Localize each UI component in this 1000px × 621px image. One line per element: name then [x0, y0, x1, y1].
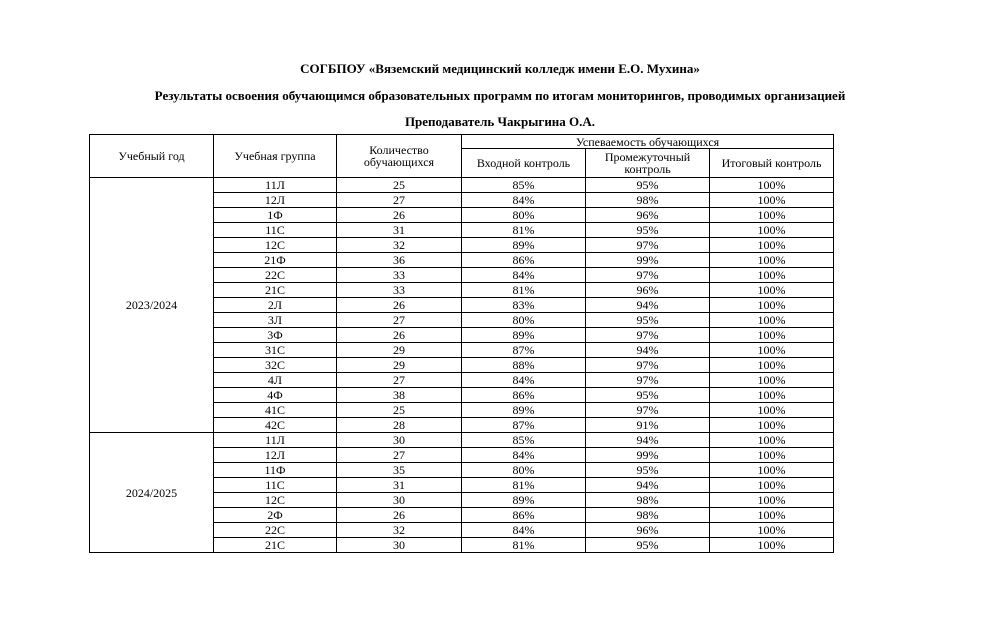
final-control-cell: 100%	[710, 508, 834, 523]
interim-control-cell: 98%	[586, 508, 710, 523]
final-control-cell: 100%	[710, 253, 834, 268]
count-cell: 29	[337, 358, 462, 373]
entry-control-cell: 87%	[462, 418, 586, 433]
count-cell: 35	[337, 463, 462, 478]
interim-control-cell: 97%	[586, 358, 710, 373]
entry-control-cell: 81%	[462, 538, 586, 553]
results-table	[89, 134, 834, 553]
count-cell: 32	[337, 523, 462, 538]
entry-control-cell: 87%	[462, 343, 586, 358]
header-year: Учебный год	[90, 135, 214, 178]
final-control-cell: 100%	[710, 328, 834, 343]
interim-control-cell: 97%	[586, 238, 710, 253]
final-control-cell: 100%	[710, 418, 834, 433]
entry-control-cell: 80%	[462, 463, 586, 478]
interim-control-cell: 97%	[586, 268, 710, 283]
final-control-cell: 100%	[710, 283, 834, 298]
group-cell: 11Л	[214, 433, 337, 448]
count-cell: 31	[337, 478, 462, 493]
interim-control-cell: 96%	[586, 283, 710, 298]
group-cell: 22С	[214, 523, 337, 538]
entry-control-cell: 81%	[462, 283, 586, 298]
interim-control-cell: 97%	[586, 328, 710, 343]
final-control-cell: 100%	[710, 433, 834, 448]
group-cell: 3Л	[214, 313, 337, 328]
interim-control-cell: 96%	[586, 523, 710, 538]
interim-control-cell: 94%	[586, 478, 710, 493]
count-cell: 26	[337, 298, 462, 313]
entry-control-cell: 81%	[462, 223, 586, 238]
entry-control-cell: 88%	[462, 358, 586, 373]
group-cell: 11Л	[214, 178, 337, 193]
final-control-cell: 100%	[710, 298, 834, 313]
final-control-cell: 100%	[710, 448, 834, 463]
teacher-name: Преподаватель Чакрыгина О.А.	[404, 114, 596, 129]
document-subtitle: Результаты освоения обучающимся образовательных программ по итогам мониторингов, проводимых организацией	[154, 88, 846, 103]
header-performance: Успеваемость обучающихся	[462, 135, 834, 149]
entry-control-cell: 85%	[462, 178, 586, 193]
count-cell: 25	[337, 403, 462, 418]
group-cell: 12Л	[214, 448, 337, 463]
interim-control-cell: 95%	[586, 313, 710, 328]
final-control-cell: 100%	[710, 403, 834, 418]
group-cell: 32С	[214, 358, 337, 373]
header-group: Учебная группа	[214, 135, 337, 178]
group-cell: 12С	[214, 238, 337, 253]
header-entry-control: Входной контроль	[462, 149, 586, 178]
final-control-cell: 100%	[710, 178, 834, 193]
interim-control-cell: 99%	[586, 448, 710, 463]
entry-control-cell: 84%	[462, 523, 586, 538]
group-cell: 11С	[214, 478, 337, 493]
group-cell: 4Л	[214, 373, 337, 388]
group-cell: 12С	[214, 493, 337, 508]
interim-control-cell: 98%	[586, 193, 710, 208]
count-cell: 38	[337, 388, 462, 403]
count-cell: 27	[337, 448, 462, 463]
group-cell: 12Л	[214, 193, 337, 208]
interim-control-cell: 98%	[586, 493, 710, 508]
header-count: Количество обучающихся	[337, 135, 462, 178]
group-cell: 3Ф	[214, 328, 337, 343]
count-cell: 30	[337, 538, 462, 553]
count-cell: 28	[337, 418, 462, 433]
entry-control-cell: 89%	[462, 493, 586, 508]
final-control-cell: 100%	[710, 343, 834, 358]
count-cell: 33	[337, 268, 462, 283]
final-control-cell: 100%	[710, 268, 834, 283]
group-cell: 21С	[214, 283, 337, 298]
interim-control-cell: 94%	[586, 298, 710, 313]
count-cell: 31	[337, 223, 462, 238]
entry-control-cell: 84%	[462, 373, 586, 388]
entry-control-cell: 84%	[462, 193, 586, 208]
group-cell: 2Ф	[214, 508, 337, 523]
interim-control-cell: 95%	[586, 538, 710, 553]
final-control-cell: 100%	[710, 193, 834, 208]
final-control-cell: 100%	[710, 223, 834, 238]
entry-control-cell: 85%	[462, 433, 586, 448]
count-cell: 26	[337, 208, 462, 223]
year-cell: 2024/2025	[90, 433, 214, 553]
count-cell: 30	[337, 433, 462, 448]
final-control-cell: 100%	[710, 478, 834, 493]
entry-control-cell: 81%	[462, 478, 586, 493]
entry-control-cell: 80%	[462, 208, 586, 223]
entry-control-cell: 89%	[462, 328, 586, 343]
final-control-cell: 100%	[710, 463, 834, 478]
group-cell: 42С	[214, 418, 337, 433]
interim-control-cell: 94%	[586, 343, 710, 358]
group-cell: 11Ф	[214, 463, 337, 478]
entry-control-cell: 89%	[462, 238, 586, 253]
count-cell: 27	[337, 313, 462, 328]
group-cell: 41С	[214, 403, 337, 418]
entry-control-cell: 86%	[462, 508, 586, 523]
group-cell: 31С	[214, 343, 337, 358]
entry-control-cell: 80%	[462, 313, 586, 328]
final-control-cell: 100%	[710, 238, 834, 253]
group-cell: 21Ф	[214, 253, 337, 268]
count-cell: 36	[337, 253, 462, 268]
interim-control-cell: 95%	[586, 463, 710, 478]
count-cell: 26	[337, 508, 462, 523]
table-row	[90, 433, 834, 448]
group-cell: 1Ф	[214, 208, 337, 223]
interim-control-cell: 99%	[586, 253, 710, 268]
group-cell: 2Л	[214, 298, 337, 313]
entry-control-cell: 89%	[462, 403, 586, 418]
final-control-cell: 100%	[710, 313, 834, 328]
final-control-cell: 100%	[710, 493, 834, 508]
final-control-cell: 100%	[710, 523, 834, 538]
group-cell: 21С	[214, 538, 337, 553]
table-row	[90, 178, 834, 193]
entry-control-cell: 86%	[462, 253, 586, 268]
final-control-cell: 100%	[710, 373, 834, 388]
count-cell: 26	[337, 328, 462, 343]
entry-control-cell: 84%	[462, 268, 586, 283]
final-control-cell: 100%	[710, 388, 834, 403]
count-cell: 30	[337, 493, 462, 508]
header-final-control: Итоговый контроль	[710, 149, 834, 178]
interim-control-cell: 97%	[586, 373, 710, 388]
interim-control-cell: 97%	[586, 403, 710, 418]
header-interim-control: Промежуточный контроль	[586, 149, 710, 178]
entry-control-cell: 83%	[462, 298, 586, 313]
interim-control-cell: 95%	[586, 223, 710, 238]
interim-control-cell: 94%	[586, 433, 710, 448]
count-cell: 29	[337, 343, 462, 358]
year-cell: 2023/2024	[90, 178, 214, 433]
count-cell: 27	[337, 193, 462, 208]
count-cell: 27	[337, 373, 462, 388]
count-cell: 32	[337, 238, 462, 253]
final-control-cell: 100%	[710, 358, 834, 373]
group-cell: 11С	[214, 223, 337, 238]
table-body	[90, 178, 834, 553]
final-control-cell: 100%	[710, 208, 834, 223]
count-cell: 25	[337, 178, 462, 193]
interim-control-cell: 95%	[586, 178, 710, 193]
final-control-cell: 100%	[710, 538, 834, 553]
group-cell: 22С	[214, 268, 337, 283]
count-cell: 33	[337, 283, 462, 298]
interim-control-cell: 95%	[586, 388, 710, 403]
group-cell: 4Ф	[214, 388, 337, 403]
document-title: СОГБПОУ «Вяземский медицинский колледж имени Е.О. Мухина»	[300, 61, 700, 76]
entry-control-cell: 84%	[462, 448, 586, 463]
interim-control-cell: 91%	[586, 418, 710, 433]
interim-control-cell: 96%	[586, 208, 710, 223]
entry-control-cell: 86%	[462, 388, 586, 403]
